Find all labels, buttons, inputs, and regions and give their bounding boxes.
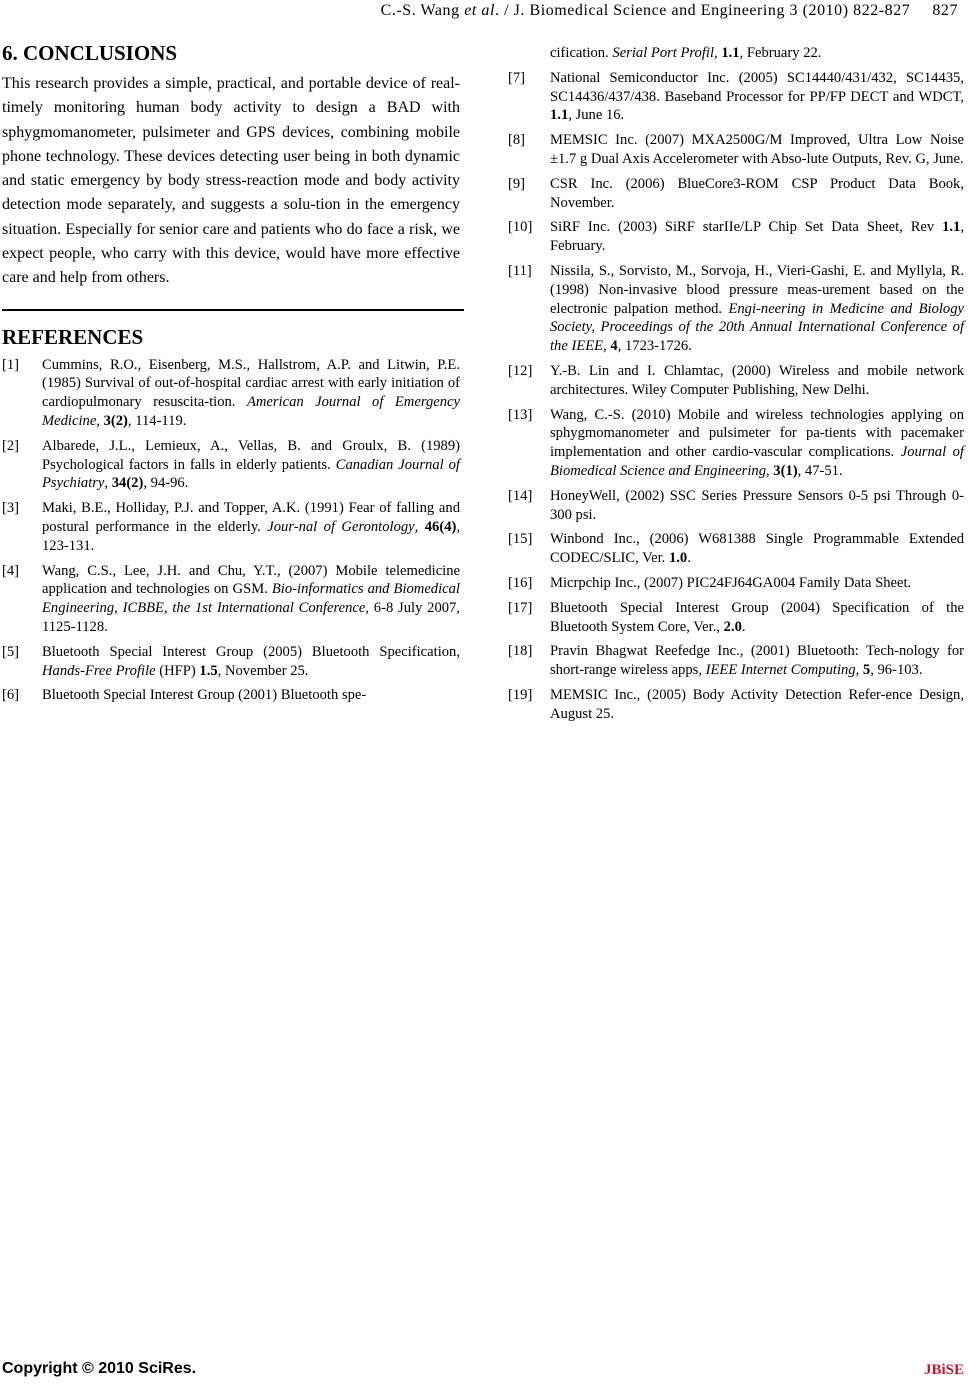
running-header [0, 0, 968, 26]
reference-item: [1] Cummins, R.O., Eisenberg, M.S., Hallstrom, A.P. and Litwin, P.E. (1985) Survival of out-of-hospital cardiac arrest with early initiation of cardiopulmonary resuscita-tion. American Journal of Emergency Medicine, 3(2), 114-119. [2, 356, 460, 430]
reference-item: [2] Albarede, J.L., Lemieux, A., Vellas, B. and Groulx, B. (1989) Psychological factors in falls in elderly patients. Canadian Journal of Psychiatry, 34(2), 94-96. [2, 437, 460, 492]
copyright-notice: Copyright © 2010 SciRes. [2, 1360, 197, 1377]
journal-abbrev: JBiSE [923, 1362, 964, 1378]
conclusions-heading: 6. CONCLUSIONS [2, 41, 178, 65]
right-column [508, 44, 964, 730]
reference-item: [15] Winbond Inc., (2006) W681388 Single Programmable Extended CODEC/SLIC, Ver. 1.0. [508, 531, 964, 567]
reference-item: [5] Bluetooth Special Interest Group (2005) Bluetooth Specification, Hands-Free Profile (HFP) 1.5, November 25. [2, 643, 460, 679]
references-heading: REFERENCES [2, 324, 144, 349]
page-footer [0, 1358, 968, 1385]
reference-item: [17] Bluetooth Special Interest Group (2004) Specification of the Bluetooth System Core, Ver., 2.0. [508, 599, 964, 635]
left-column [2, 40, 464, 711]
reference-item: [6] Bluetooth Special Interest Group (2001) Bluetooth spe- [2, 687, 367, 704]
running-title: C.-S. Wang et al. / J. Biomedical Science and Engineering 3 (2010) 822-827 827 [380, 2, 958, 19]
reference-item: [7] National Semiconductor Inc. (2005) SC14440/431/432, SC14435, SC14436/437/438. Baseband Processor for PP/FP DECT and WDCT, 1.1, June 16. [508, 69, 964, 124]
page-number: 827 [932, 2, 958, 19]
reference-item: [8] MEMSIC Inc. (2007) MXA2500G/M Improved, Ultra Low Noise ±1.7 g Dual Axis Accelerometer with Abso-lute Outputs, Rev. G, June. [508, 132, 964, 167]
reference-item: [11] Nissila, S., Sorvisto, M., Sorvoja, H., Vieri-Gashi, E. and Myllyla, R. (1998) Non-invasive blood pressure meas-urement based on the electronic palpation method. Engi-neering in Medicine and Biology Society, Proceedings of the 20th Annual International Conference of the IEEE, 4, 1723-1726. [508, 262, 964, 355]
reference-item: [12] Y.-B. Lin and I. Chlamtac, (2000) Wireless and mobile network architectures. Wiley Computer Publishing, New Delhi. [508, 362, 964, 398]
reference-item: [16] Micrpchip Inc., (2007) PIC24FJ64GA004 Family Data Sheet. [508, 574, 912, 591]
reference-item: [10] SiRF Inc. (2003) SiRF starIIe/LP Chip Set Data Sheet, Rev 1.1, February. [508, 219, 964, 255]
reference-item: [9] CSR Inc. (2006) BlueCore3-ROM CSP Product Data Book, November. [508, 175, 964, 211]
section-divider [2, 309, 464, 311]
reference-item-continuation: cification. Serial Port Profil, 1.1, February 22. [550, 45, 822, 61]
reference-list-left [2, 356, 464, 706]
reference-item: [18] Pravin Bhagwat Reefedge Inc., (2001) Bluetooth: Tech-nology for short-range wireless apps, IEEE Internet Computing, 5, 96-103. [508, 643, 964, 679]
reference-item: [19] MEMSIC Inc., (2005) Body Activity Detection Refer-ence Design, August 25. [508, 686, 964, 722]
reference-item: [13] Wang, C.-S. (2010) Mobile and wireless technologies applying on sphygmomanometer and pulsimeter for pa-tients with pacemaker implementation and other cardio-vascular complications. Journal of Biomedical Science and Engineering, 3(1), 47-51. [508, 406, 964, 479]
conclusions-paragraph: This research provides a simple, practical, and portable device of real-timely monitoring human body activity to design a BAD with sphygmomanometer, pulsimeter and GPS devices, combining mobile phone technology. These devices detecting user being in both dynamic and static emergency by body stress-reaction mode and body activity detection mode separately, and suggests a solu-tion in the emergency situation. Especially for senior care and patients who do face a risk, we expect people, who carry with this device, would have more effective care and help from others. [2, 75, 460, 287]
reference-item: [14] HoneyWell, (2002) SSC Series Pressure Sensors 0-5 psi Through 0-300 psi. [508, 487, 964, 523]
reference-item: [4] Wang, C.S., Lee, J.H. and Chu, Y.T., (2007) Mobile telemedicine application and technologies on GSM. Bio-informatics and Biomedical Engineering, ICBBE, the 1st International Conference, 6-8 July 2007, 1125-1128. [2, 562, 460, 636]
reference-item: [3] Maki, B.E., Holliday, P.J. and Topper, A.K. (1991) Fear of falling and postural performance in the elderly. Jour-nal of Gerontology, 46(4), 123-131. [2, 500, 461, 554]
